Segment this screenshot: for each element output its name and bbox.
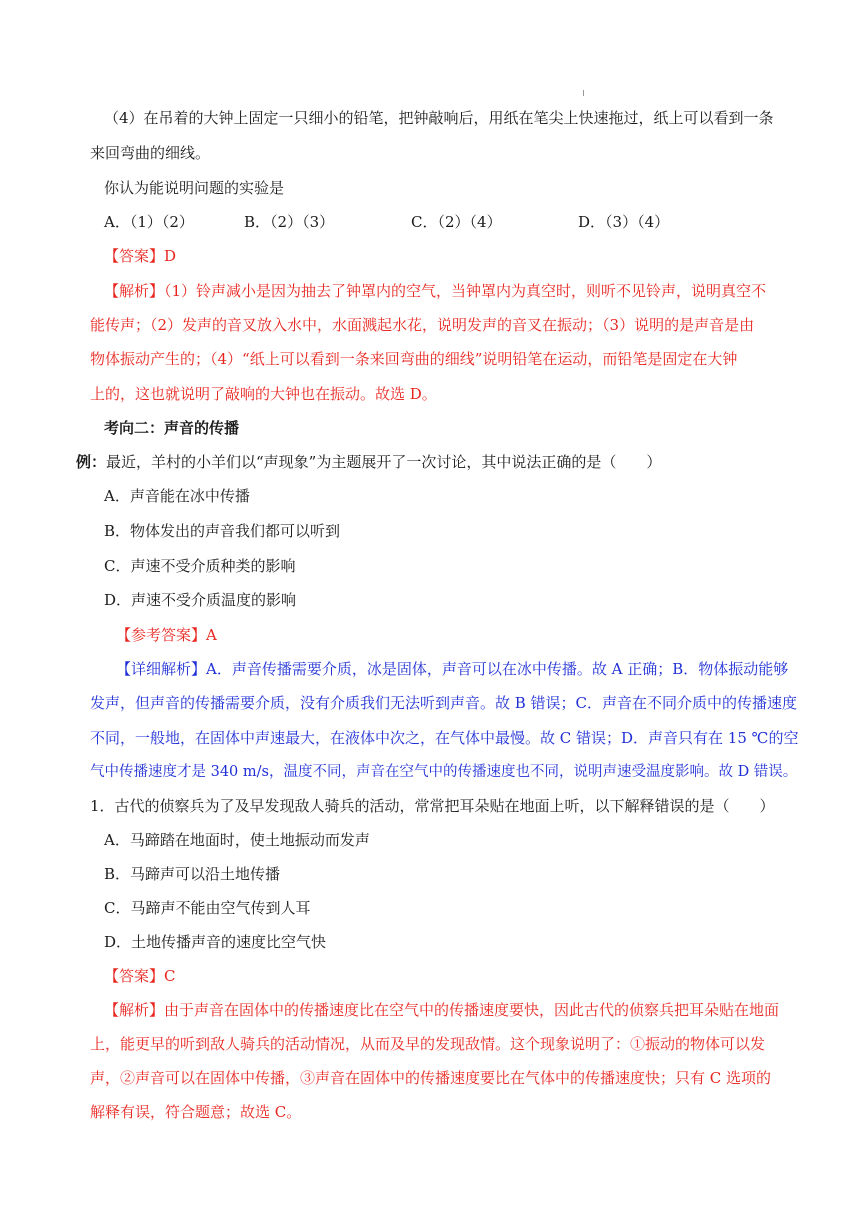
option-c: C．（2）（4）	[411, 213, 502, 231]
option-d: D．（3）（4）	[578, 213, 670, 231]
analysis-line: 【解析】由于声音在固体中的传播速度比在空气中的传播速度要快，因此古代的侦察兵把耳朵贴在地面	[104, 1001, 780, 1019]
example-stem	[76, 452, 661, 472]
analysis-line: 发声，但声音的传播需要介质，没有介质我们无法听到声音。故 B 错误；C．声音在不同介质中的传播速度	[90, 694, 798, 712]
option-a: A．声音能在冰中传播	[104, 487, 250, 505]
reference-answer: 【参考答案】A	[116, 626, 217, 644]
analysis-line: 不同，一般地，在固体中声速最大，在液体中次之，在气体中最慢。故 C 错误；D．声音只有在 15 ℃的空	[90, 729, 799, 747]
analysis-line: 【解析】（1）铃声减小是因为抽去了钟罩内的空气，当钟罩内为真空时，则听不见铃声，说明真空不	[104, 282, 767, 300]
example-label: 例：	[76, 453, 107, 471]
option-b: B．物体发出的声音我们都可以听到	[104, 522, 341, 540]
answer-label: 【答案】D	[104, 247, 177, 265]
analysis-line: 能传声；（2）发声的音叉放入水中，水面溅起水花，说明发声的音叉在振动；（3）说明的是声音是由	[90, 316, 755, 334]
analysis-line: 声，②声音可以在固体中传播，③声音在固体中的传播速度要比在气体中的传播速度快；只有 C 选项的	[90, 1069, 772, 1087]
option-a: A．（1）（2）	[104, 213, 194, 231]
option-c: C．马蹄声不能由空气传到人耳	[104, 899, 311, 917]
analysis-line: 上的，这也就说明了敲响的大钟也在振动。故选 D。	[90, 385, 437, 403]
answer-label: 【答案】C	[104, 967, 176, 985]
option-d: D．土地传播声音的速度比空气快	[104, 933, 327, 951]
option-a: A．马蹄踏在地面时，使土地振动而发声	[104, 831, 370, 849]
option-b: B．（2）（3）	[244, 213, 335, 231]
question-prompt: 你认为能说明问题的实验是	[104, 179, 285, 197]
page-marker	[583, 90, 584, 96]
analysis-line: 物体振动产生的；（4）“纸上可以看到一条来回弯曲的细线”说明铅笔在运动，而铅笔是固定在大钟	[90, 350, 738, 368]
section-title: 考向二：声音的传播	[104, 419, 240, 437]
option-c: C．声速不受介质种类的影响	[104, 557, 296, 575]
analysis-line: 上，能更早的听到敌人骑兵的活动情况，从而及早的发现敌情。这个现象说明了：①振动的物体可以发	[90, 1035, 766, 1053]
option-b: B．马蹄声可以沿土地传播	[104, 865, 281, 883]
analysis-line: 解释有误，符合题意；故选 C。	[90, 1103, 302, 1121]
analysis-line: 【详细解析】A．声音传播需要介质，冰是固体，声音可以在冰中传播。故 A 正确；B．物体振动能够	[116, 660, 789, 678]
example-stem-text: 最近，羊村的小羊们以“声现象”为主题展开了一次讨论，其中说法正确的是（ ）	[106, 453, 662, 471]
option-d: D．声速不受介质温度的影响	[104, 591, 297, 609]
item4-line1: （4）在吊着的大钟上固定一只细小的铅笔，把钟敲响后，用纸在笔尖上快速拖过，纸上可以看到一条	[104, 109, 774, 127]
item4-line2: 来回弯曲的细线。	[90, 144, 211, 162]
question-1-stem: 1．古代的侦察兵为了及早发现敌人骑兵的活动，常常把耳朵贴在地面上听，以下解释错误的是（ ）	[90, 797, 775, 815]
analysis-line: 气中传播速度才是 340 m/s，温度不同，声音在空气中的传播速度也不同，说明声速受温度影响。故 D 错误。	[90, 764, 798, 780]
